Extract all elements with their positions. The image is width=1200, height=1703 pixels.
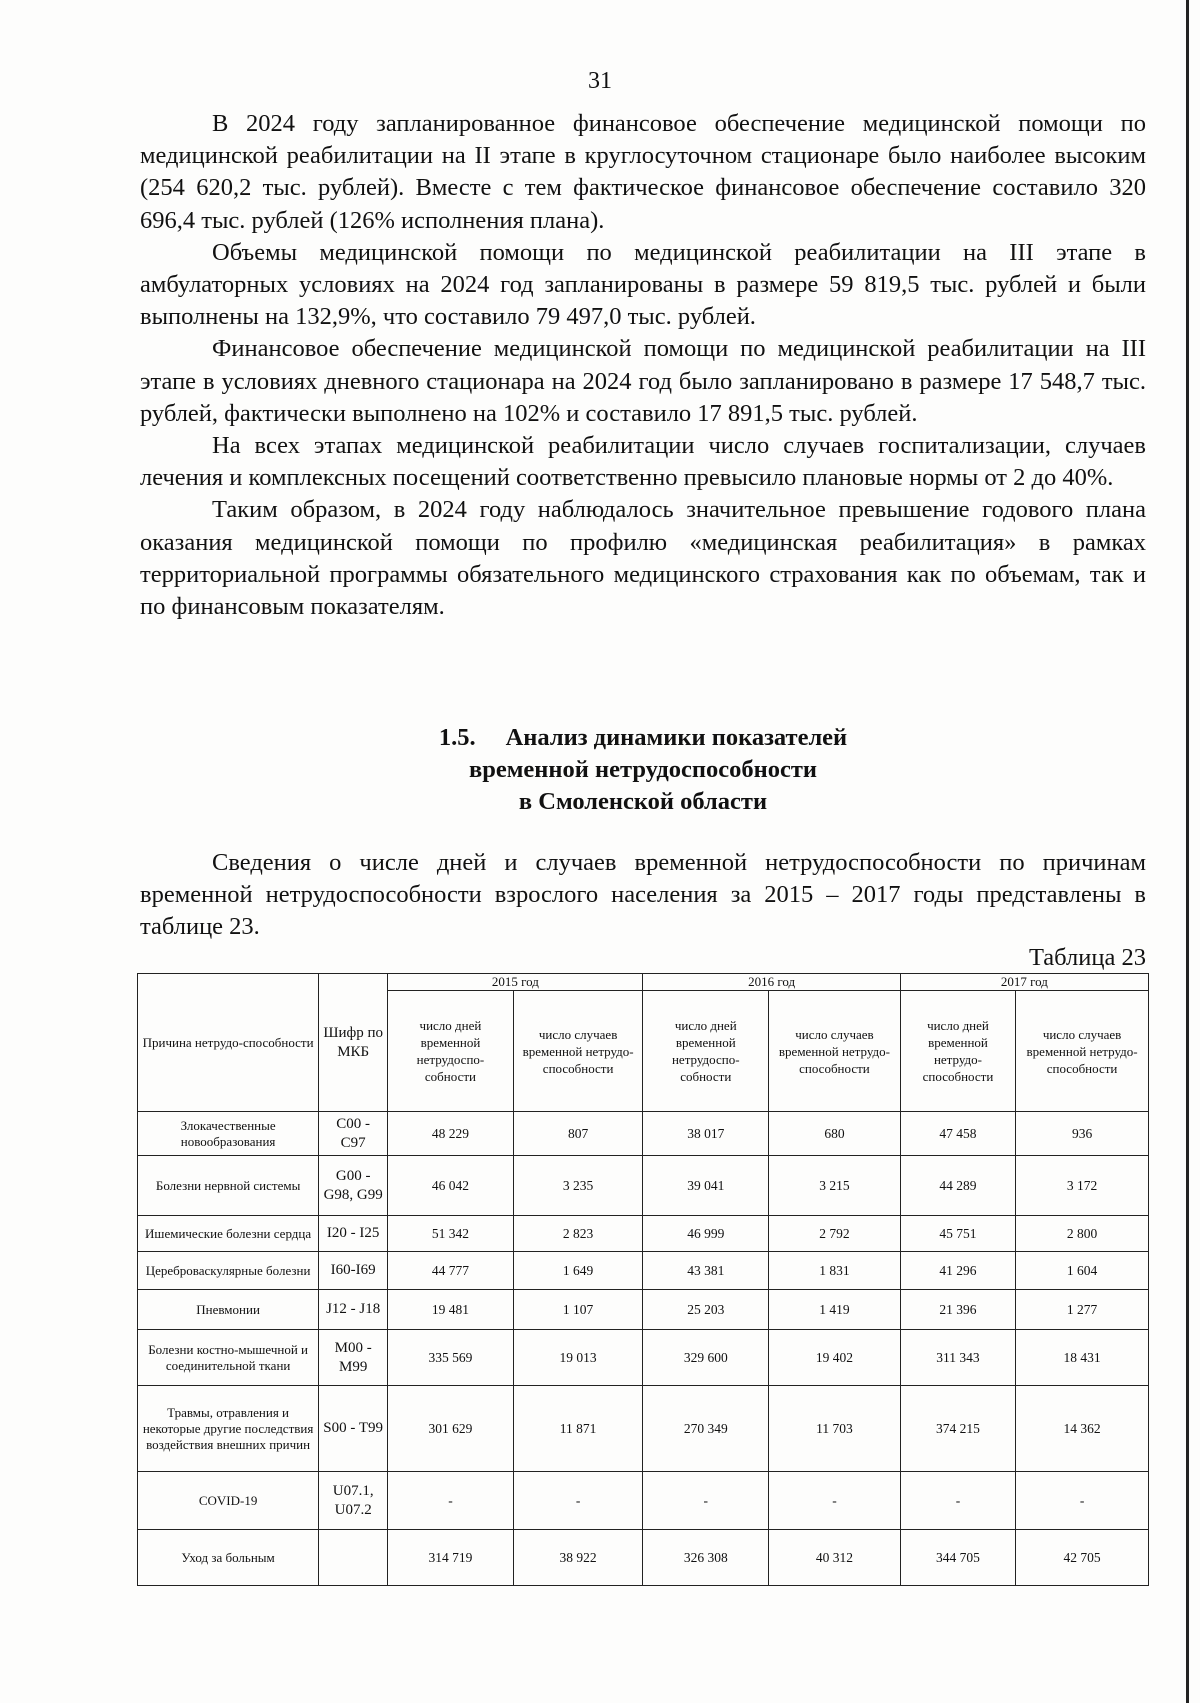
cause-cell: Пневмонии: [138, 1290, 319, 1330]
value-cell: 11 703: [769, 1386, 901, 1472]
header-days-2015: число дней временной нетрудоспо-собности: [388, 991, 514, 1112]
cause-cell: COVID-19: [138, 1472, 319, 1530]
header-year-2017: 2017 год: [900, 974, 1148, 991]
value-cell: 2 800: [1016, 1216, 1149, 1252]
icd-code-cell: I60-I69: [319, 1252, 388, 1290]
icd-code-cell: I20 - I25: [319, 1216, 388, 1252]
value-cell: 680: [769, 1112, 901, 1156]
value-cell: 40 312: [769, 1530, 901, 1586]
page-edge-rule: [1186, 0, 1189, 1703]
paragraph-4: На всех этапах медицинской реабилитации число случаев госпитализации, случаев лечения и комплексных посещений соответственно превысило плановые нормы от 2 до 40%.: [140, 432, 1146, 492]
header-cases-2015: число случаев временной нетрудо-способности: [513, 991, 643, 1112]
value-cell: 329 600: [643, 1330, 769, 1386]
paragraph-2: Объемы медицинской помощи по медицинской реабилитации на III этапе в амбулаторных условиях на 2024 год запланированы в размере 59 819,5 тыс. рублей и были выполнены на 132,9%, что составило 79 497,0 тыс. рублей.: [140, 238, 1146, 331]
value-cell: -: [388, 1472, 514, 1530]
intro-paragraph: Сведения о числе дней и случаев временной нетрудоспособности по причинам временной нетрудоспособности взрослого населения за 2015 – 2017 годы представлены в таблице 23.: [140, 849, 1146, 940]
value-cell: 21 396: [900, 1290, 1015, 1330]
value-cell: 1 419: [769, 1290, 901, 1330]
value-cell: 3 215: [769, 1156, 901, 1216]
value-cell: 2 792: [769, 1216, 901, 1252]
value-cell: 38 017: [643, 1112, 769, 1156]
value-cell: 314 719: [388, 1530, 514, 1586]
value-cell: 41 296: [900, 1252, 1015, 1290]
value-cell: 18 431: [1016, 1330, 1149, 1386]
incapacity-table: [137, 973, 1149, 1586]
table-row: [138, 1252, 1149, 1290]
value-cell: 1 604: [1016, 1252, 1149, 1290]
value-cell: 2 823: [513, 1216, 643, 1252]
value-cell: 14 362: [1016, 1386, 1149, 1472]
value-cell: 3 172: [1016, 1156, 1149, 1216]
value-cell: 46 042: [388, 1156, 514, 1216]
value-cell: 47 458: [900, 1112, 1015, 1156]
value-cell: 42 705: [1016, 1530, 1149, 1586]
value-cell: -: [1016, 1472, 1149, 1530]
section-title-line-1: Анализ динамики показателей: [505, 724, 848, 751]
value-cell: 44 777: [388, 1252, 514, 1290]
cause-cell: Цереброваскулярные болезни: [138, 1252, 319, 1290]
value-cell: 25 203: [643, 1290, 769, 1330]
icd-code-cell: S00 - T99: [319, 1386, 388, 1472]
header-cases-2016: число случаев временной нетрудо-способности: [769, 991, 901, 1112]
value-cell: 270 349: [643, 1386, 769, 1472]
value-cell: -: [513, 1472, 643, 1530]
value-cell: 374 215: [900, 1386, 1015, 1472]
header-cases-2017: число случаев временной нетрудо-способности: [1016, 991, 1149, 1112]
value-cell: 344 705: [900, 1530, 1015, 1586]
icd-code-cell: M00 - M99: [319, 1330, 388, 1386]
value-cell: 48 229: [388, 1112, 514, 1156]
value-cell: 38 922: [513, 1530, 643, 1586]
value-cell: 3 235: [513, 1156, 643, 1216]
paragraph-5: Таким образом, в 2024 году наблюдалось значительное превышение годового плана оказания медицинской помощи по профилю «медицинская реабилитация» в рамках территориальной программы обязательного медицинского страхования как по объемам, так и по финансовым показателям.: [140, 496, 1146, 621]
header-days-2016: число дней временной нетрудоспо-собности: [643, 991, 769, 1112]
section-heading: [140, 722, 1146, 818]
table-row: [138, 1290, 1149, 1330]
cause-cell: Злокачественные новообразования: [138, 1112, 319, 1156]
value-cell: 1 277: [1016, 1290, 1149, 1330]
value-cell: 39 041: [643, 1156, 769, 1216]
value-cell: 936: [1016, 1112, 1149, 1156]
value-cell: 11 871: [513, 1386, 643, 1472]
value-cell: 46 999: [643, 1216, 769, 1252]
value-cell: 51 342: [388, 1216, 514, 1252]
value-cell: 1 107: [513, 1290, 643, 1330]
table-row: [138, 1112, 1149, 1156]
value-cell: -: [769, 1472, 901, 1530]
value-cell: 311 343: [900, 1330, 1015, 1386]
value-cell: 44 289: [900, 1156, 1015, 1216]
icd-code-cell: С00 - С97: [319, 1112, 388, 1156]
header-cause: Причина нетрудо-способности: [138, 974, 319, 1112]
table-header-row-years: [138, 974, 1149, 991]
header-code: Шифр по МКБ: [319, 974, 388, 1112]
value-cell: 326 308: [643, 1530, 769, 1586]
section-number: 1.5.: [438, 724, 476, 751]
value-cell: 19 402: [769, 1330, 901, 1386]
value-cell: 1 831: [769, 1252, 901, 1290]
header-year-2016: 2016 год: [643, 974, 900, 991]
icd-code-cell: J12 - J18: [319, 1290, 388, 1330]
page-number: 31: [588, 68, 612, 94]
icd-code-cell: G00 - G98, G99: [319, 1156, 388, 1216]
icd-code-cell: [319, 1530, 388, 1586]
value-cell: -: [900, 1472, 1015, 1530]
cause-cell: Уход за больным: [138, 1530, 319, 1586]
table-row: [138, 1386, 1149, 1472]
table-intro: [140, 847, 1146, 943]
icd-code-cell: U07.1, U07.2: [319, 1472, 388, 1530]
value-cell: 335 569: [388, 1330, 514, 1386]
value-cell: -: [643, 1472, 769, 1530]
value-cell: 301 629: [388, 1386, 514, 1472]
paragraph-3: Финансовое обеспечение медицинской помощи по медицинской реабилитации на III этапе в условиях дневного стационара на 2024 год было запланировано в размере 17 548,7 тыс. рублей, фактически выполнено на 102% и составило 17 891,5 тыс. рублей.: [140, 335, 1146, 427]
table-row: [138, 1216, 1149, 1252]
cause-cell: Болезни костно-мышечной и соединительной ткани: [138, 1330, 319, 1386]
table-row: [138, 1472, 1149, 1530]
value-cell: 45 751: [900, 1216, 1015, 1252]
paragraph-1: В 2024 году запланированное финансовое обеспечение медицинской помощи по медицинской реабилитации на II этапе в круглосуточном стационаре было наиболее высоким (254 620,2 тыс. рублей). Вместе с тем фактическое финансовое обеспечение составило 320 696,4 тыс. рублей (126% исполнения плана).: [140, 110, 1146, 234]
table-row: [138, 1530, 1149, 1586]
value-cell: 19 481: [388, 1290, 514, 1330]
table-row: [138, 1330, 1149, 1386]
cause-cell: Ишемические болезни сердца: [138, 1216, 319, 1252]
section-title-line-3: в Смоленской области: [518, 788, 768, 815]
value-cell: 807: [513, 1112, 643, 1156]
header-days-2017: число дней временной нетрудо-способности: [900, 991, 1015, 1112]
body-text: [140, 108, 1146, 623]
value-cell: 19 013: [513, 1330, 643, 1386]
header-year-2015: 2015 год: [388, 974, 643, 991]
table-row: [138, 1156, 1149, 1216]
section-title-line-2: временной нетрудоспособности: [468, 756, 817, 783]
cause-cell: Болезни нервной системы: [138, 1156, 319, 1216]
cause-cell: Травмы, отравления и некоторые другие последствия воздействия внешних причин: [138, 1386, 319, 1472]
value-cell: 1 649: [513, 1252, 643, 1290]
table-caption: Таблица 23: [1028, 944, 1146, 971]
value-cell: 43 381: [643, 1252, 769, 1290]
